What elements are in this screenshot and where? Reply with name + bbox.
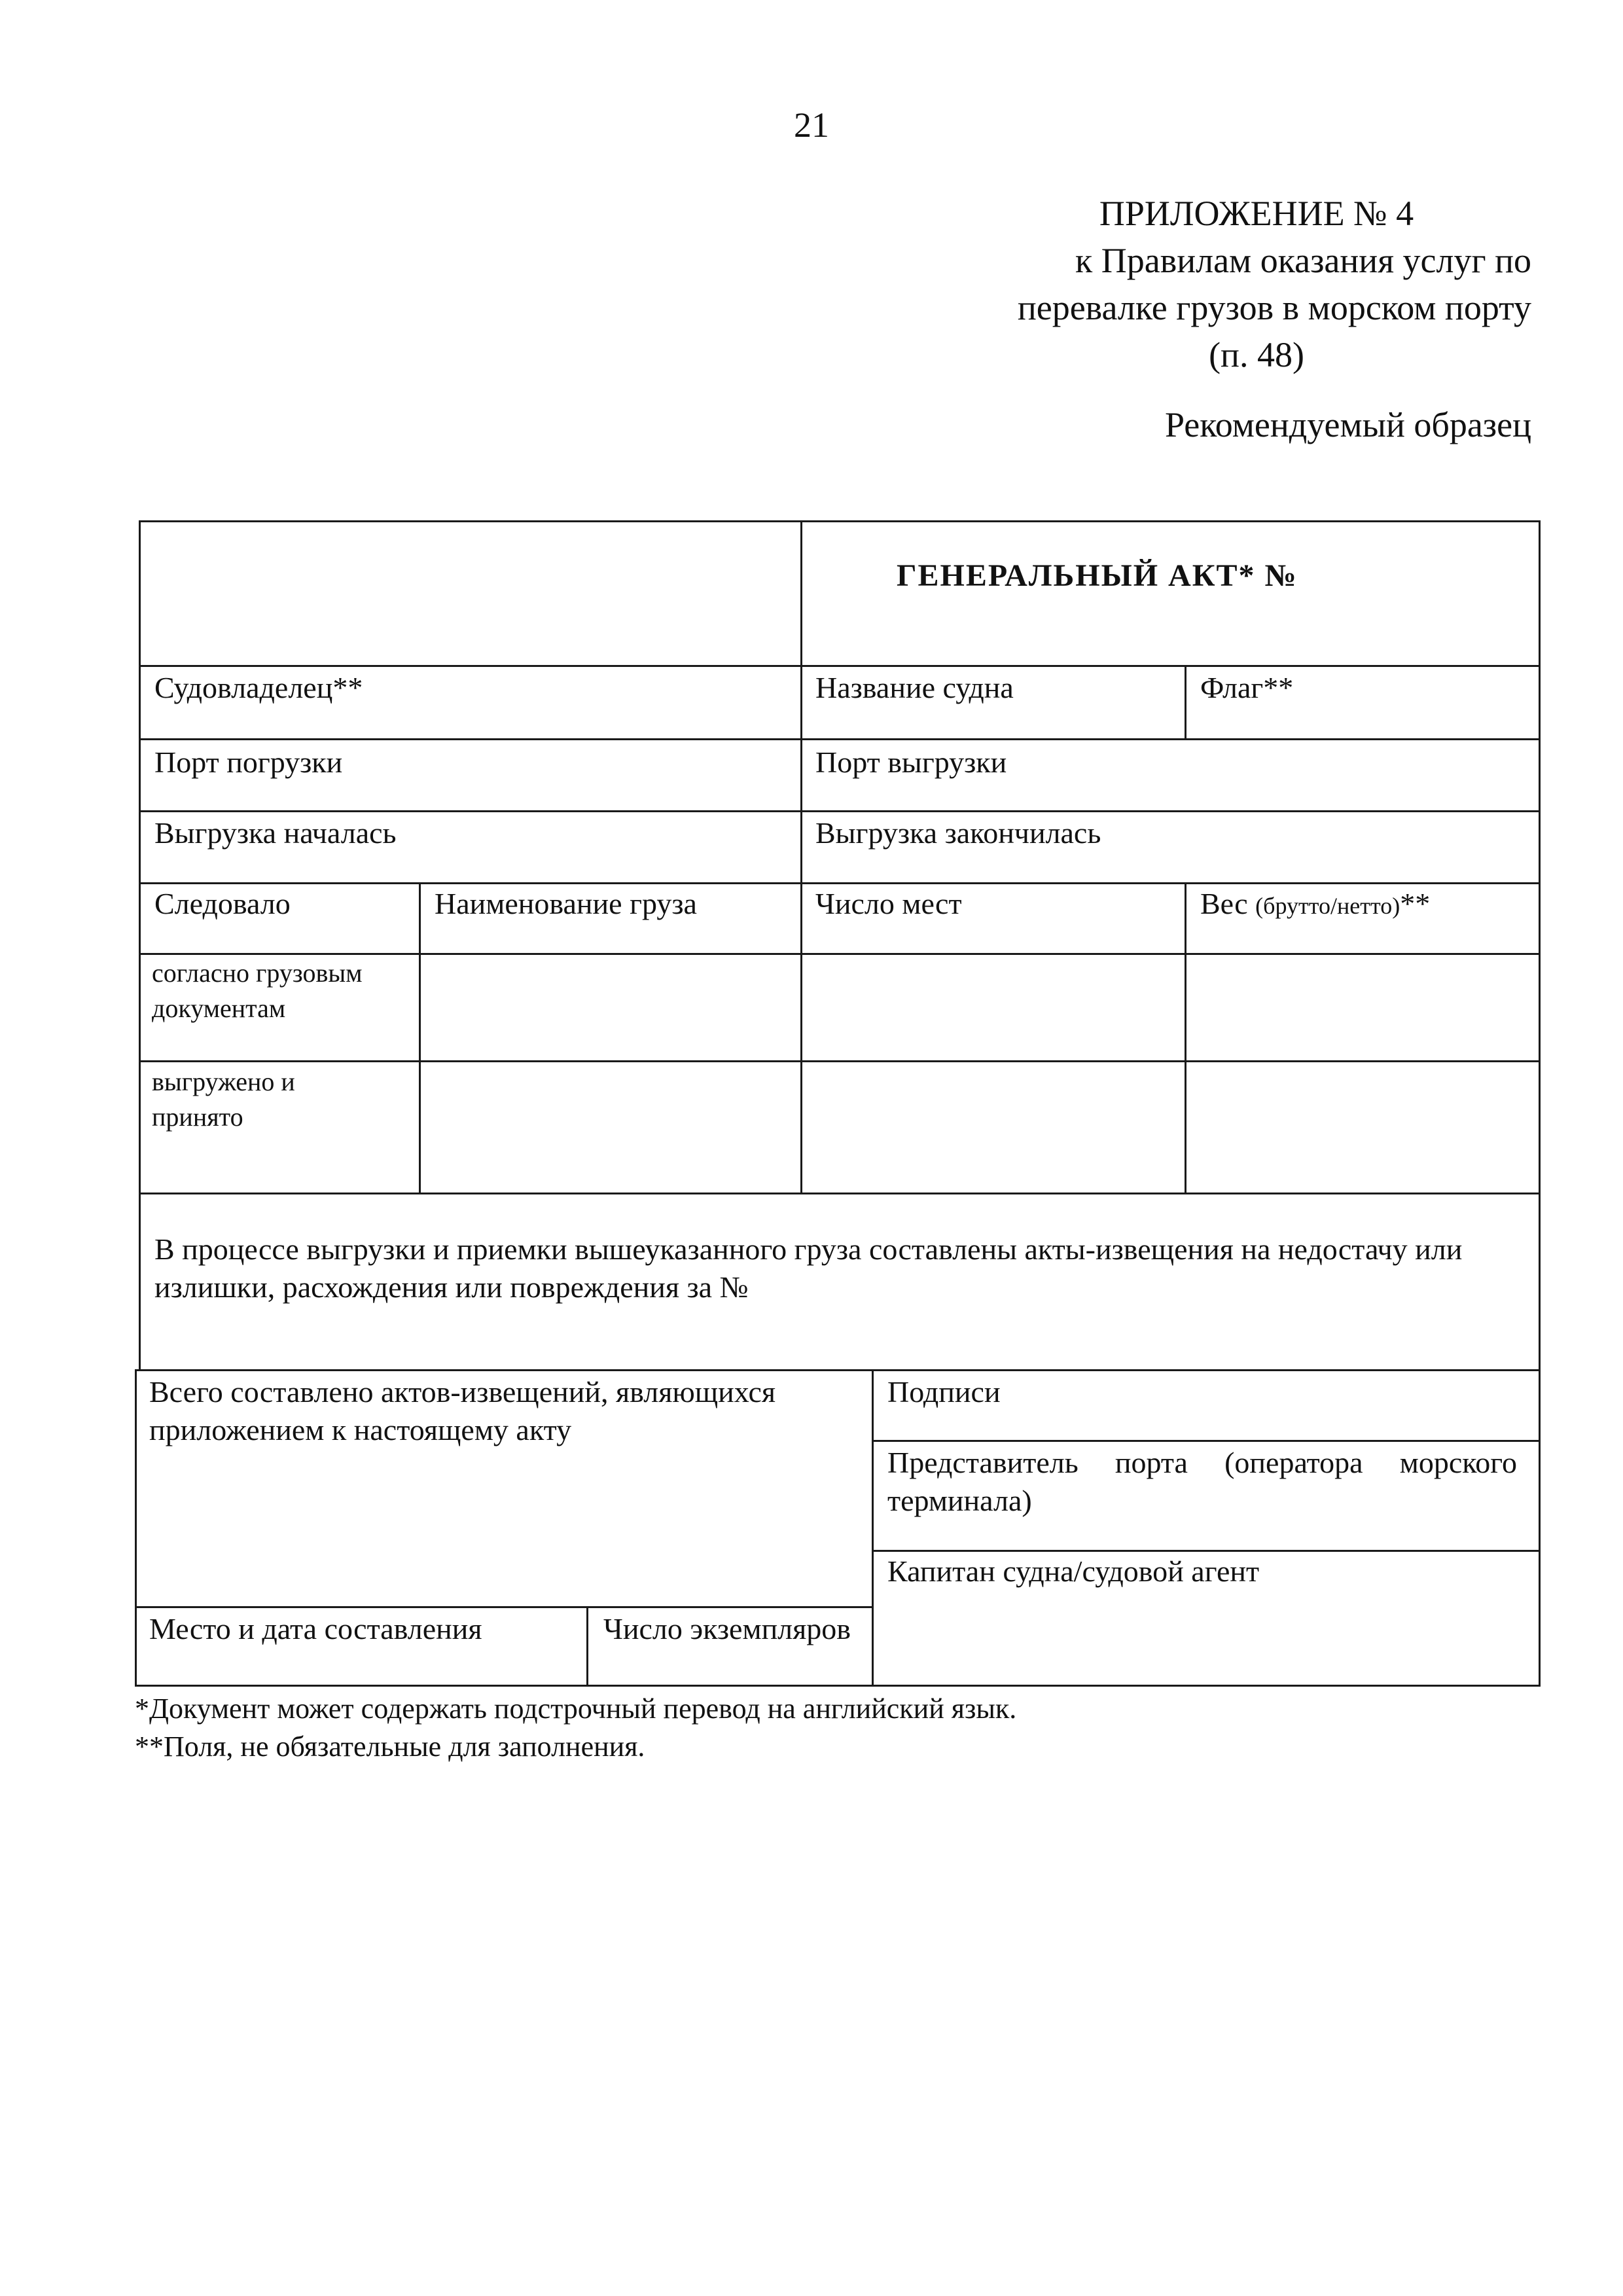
- ship-name-label: Название судна: [815, 671, 1014, 704]
- form-line: [872, 1369, 874, 1685]
- followed-header: Следовало: [154, 887, 291, 920]
- form-line: [872, 1550, 1541, 1552]
- row-unloaded-label: выгружено и принято: [152, 1067, 295, 1132]
- form-line: [135, 1606, 872, 1608]
- pieces-header: Число мест: [815, 887, 962, 920]
- loading-port-label: Порт погрузки: [154, 745, 343, 779]
- form-line: [139, 953, 1541, 955]
- form-line: [135, 1369, 1541, 1371]
- form-line: [139, 520, 1541, 522]
- signatures-label: Подписи: [887, 1375, 1001, 1408]
- form-line: [139, 520, 141, 1369]
- unloading-started-label: Выгрузка началась: [154, 816, 397, 850]
- form-line: [872, 1440, 1541, 1442]
- form-line: [1185, 882, 1186, 1193]
- cargo-name-header: Наименование груза: [435, 887, 697, 920]
- copies-label: Число экземпляров: [603, 1612, 851, 1645]
- appendix-line-2: перевалке грузов в морском порту: [1017, 288, 1531, 327]
- shipowner-label: Судовладелец**: [154, 671, 363, 704]
- form-line: [800, 520, 802, 1193]
- weight-stars: **: [1400, 887, 1431, 920]
- act-title: ГЕНЕРАЛЬНЫЙ АКТ* №: [897, 558, 1298, 593]
- page-number: 21: [794, 105, 829, 145]
- form-line: [139, 882, 1541, 884]
- flag-label: Флаг**: [1200, 671, 1294, 704]
- port-representative-label: Представитель порта (оператора морского терминала): [887, 1446, 1517, 1517]
- weight-header: [1200, 885, 1430, 925]
- form-line: [139, 738, 1541, 740]
- unloading-port-label: Порт выгрузки: [815, 745, 1007, 779]
- captain-label: Капитан судна/судовой агент: [887, 1554, 1260, 1588]
- form-line: [419, 882, 421, 1193]
- place-date-label: Место и дата составления: [149, 1612, 482, 1645]
- form-line: [139, 810, 1541, 812]
- appendix-line-3: (п. 48): [1209, 335, 1304, 374]
- footnote-1: *Документ может содержать подстрочный перевод на английский язык.: [135, 1693, 1017, 1725]
- form-line: [586, 1606, 588, 1685]
- form-line: [1185, 665, 1186, 738]
- appendix-heading: [812, 190, 1531, 378]
- weight-label: Вес: [1200, 887, 1248, 920]
- form-line: [139, 665, 1541, 667]
- sample-label: Рекомендуемый образец: [1164, 405, 1531, 444]
- form-line: [1539, 520, 1541, 1685]
- form-line: [135, 1369, 137, 1685]
- form-line: [135, 1685, 1541, 1687]
- weight-note: (брутто/нетто): [1255, 893, 1400, 919]
- footnote-2: **Поля, не обязательные для заполнения.: [135, 1731, 645, 1763]
- appendix-title: ПРИЛОЖЕНИЕ № 4: [1099, 194, 1414, 233]
- total-acts-label: Всего составлено актов-извещений, являющихся приложением к настоящему акту: [149, 1375, 776, 1446]
- row-documents-label: согласно грузовым документам: [152, 958, 363, 1023]
- process-note: В процессе выгрузки и приемки вышеуказанного груза составлены акты-извещения на недостачу или излишки, расхождения или повреждения за №: [154, 1232, 1463, 1304]
- unloading-finished-label: Выгрузка закончилась: [815, 816, 1101, 850]
- appendix-line-1: к Правилам оказания услуг по: [1075, 241, 1531, 280]
- form-line: [139, 1193, 1541, 1194]
- form-line: [139, 1060, 1541, 1062]
